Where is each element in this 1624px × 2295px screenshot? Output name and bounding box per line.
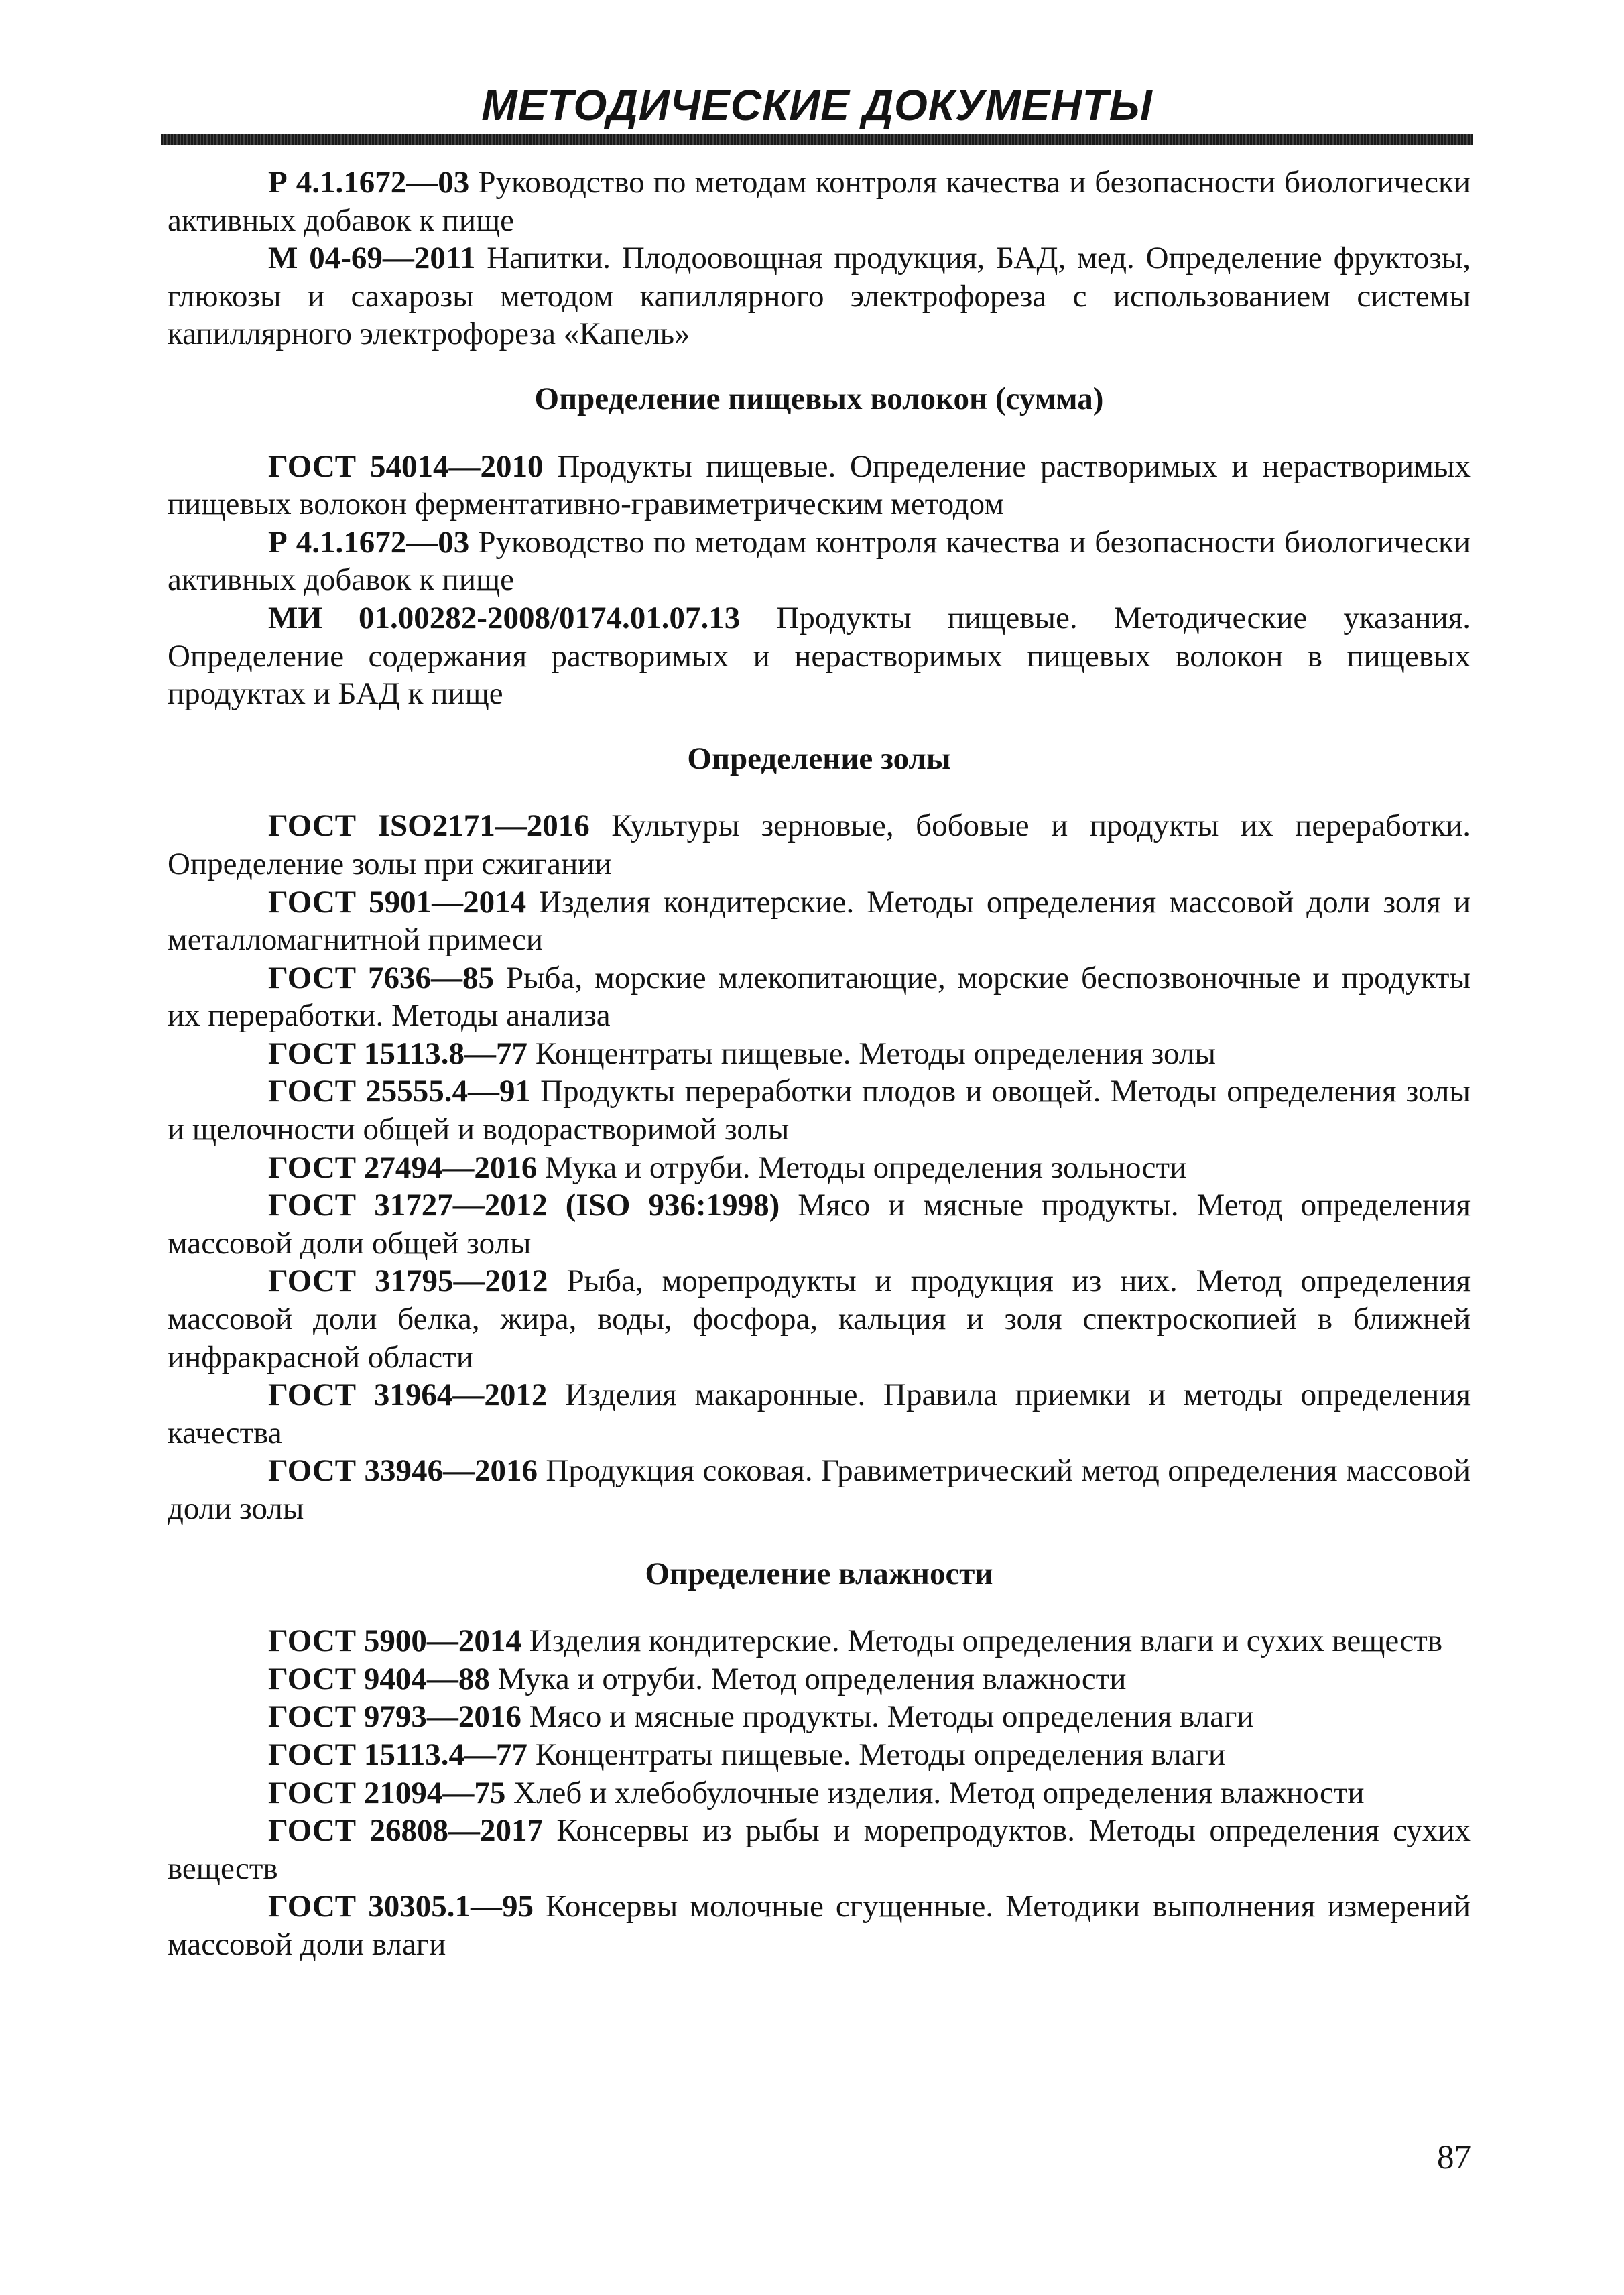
document-entry xyxy=(168,959,1471,1035)
document-entry xyxy=(168,1072,1471,1148)
document-title: Мясо и мясные продукты. Методы определения влаги xyxy=(521,1699,1254,1735)
document-entry xyxy=(168,1262,1471,1376)
document-title: Рыба, морепродукты и продукция из них. Метод определения массовой доли белка, жира, воды, фосфора, кальция и золя спектроскопией в ближней инфракрасной области xyxy=(168,1263,1471,1375)
document-code: ГОСТ 5901—2014 xyxy=(268,884,527,920)
document-title: Продукты пищевые. Методические указания. Определение содержания растворимых и нерастворимых пищевых волокон в пищевых продуктах и БАД к пище xyxy=(168,600,1471,712)
document-code: М 04-69—2011 xyxy=(268,241,476,276)
document-title: Консервы молочные сгущенные. Методики выполнения измерений массовой доли влаги xyxy=(168,1889,1471,1962)
document-entry xyxy=(168,1887,1471,1963)
document-title: Мясо и мясные продукты. Метод определения массовой доли общей золы xyxy=(168,1188,1471,1261)
document-title: Изделия кондитерские. Методы определения влаги и сухих веществ xyxy=(521,1623,1443,1659)
section-heading: Определение влажности xyxy=(645,1556,993,1591)
header-rule xyxy=(161,134,1473,145)
document-entry xyxy=(168,448,1471,523)
document-title: Продукты пищевые. Определение растворимых и нерастворимых пищевых волокон ферментативно-гравиметрическим методом xyxy=(168,448,1471,522)
document-title: Мука и отруби. Методы определения зольности xyxy=(537,1150,1187,1185)
document-code: ГОСТ 21094—75 xyxy=(268,1775,506,1810)
document-code: Р 4.1.1672—03 xyxy=(268,165,470,200)
document-code: ГОСТ 15113.8—77 xyxy=(268,1036,528,1071)
document-code: ГОСТ 15113.4—77 xyxy=(268,1737,528,1772)
section-heading: Определение пищевых волокон (сумма) xyxy=(534,381,1104,416)
document-code: ГОСТ 9793—2016 xyxy=(268,1699,521,1735)
document-entry xyxy=(168,1736,1471,1774)
document-title: Культуры зерновые, бобовые и продукты их переработки. Определение золы при сжигании xyxy=(168,808,1471,881)
document-code: ГОСТ 25555.4—91 xyxy=(268,1074,532,1109)
page-number: 87 xyxy=(1437,2139,1471,2176)
document-code: ГОСТ 9404—88 xyxy=(268,1661,490,1696)
document-entry xyxy=(168,1035,1471,1073)
document-code: ГОСТ 31795—2012 xyxy=(268,1263,548,1299)
document-entry xyxy=(168,239,1471,353)
document-entry xyxy=(168,523,1471,599)
document-entry xyxy=(168,1376,1471,1452)
document-code: МИ 01.00282-2008/0174.01.07.13 xyxy=(268,600,741,635)
document-title: Изделия макаронные. Правила приемки и методы определения качества xyxy=(168,1377,1471,1450)
document-code: ГОСТ 7636—85 xyxy=(268,960,495,995)
document-title: Рыба, морские млекопитающие, морские беспозвоночные и продукты их переработки. Методы анализа xyxy=(168,960,1471,1034)
document-code: ГОСТ 27494—2016 xyxy=(268,1150,538,1185)
section-heading: Определение золы xyxy=(687,741,951,776)
document-title: Напитки. Плодоовощная продукция, БАД, мед. Определение фруктозы, глюкозы и сахарозы методом капиллярного электрофореза с использованием системы капиллярного электрофореза «Капель» xyxy=(168,241,1471,352)
document-title: Продукты переработки плодов и овощей. Методы определения золы и щелочности общей и водорастворимой золы xyxy=(168,1074,1471,1148)
document-title: Концентраты пищевые. Методы определения влаги xyxy=(527,1737,1226,1772)
document-code: ГОСТ 26808—2017 xyxy=(268,1813,544,1849)
document-title: Концентраты пищевые. Методы определения золы xyxy=(527,1036,1216,1071)
page-header-title: МЕТОДИЧЕСКИЕ ДОКУМЕНТЫ xyxy=(481,81,1153,129)
document-title: Руководство по методам контроля качества и безопасности биологически активных добавок к пище xyxy=(168,524,1471,598)
document-title: Консервы из рыбы и морепродуктов. Методы определения сухих веществ xyxy=(168,1813,1471,1886)
document-entry xyxy=(168,164,1471,239)
document-title: Продукция соковая. Гравиметрический метод определения массовой доли золы xyxy=(168,1453,1471,1526)
document-entry xyxy=(168,1622,1471,1660)
document-code: ГОСТ 31964—2012 xyxy=(268,1377,548,1413)
document-entry xyxy=(168,883,1471,959)
document-entry xyxy=(168,1774,1471,1812)
document-title: Мука и отруби. Метод определения влажности xyxy=(489,1661,1127,1696)
document-title: Изделия кондитерские. Методы определения массовой доли золя и металломагнитной примеси xyxy=(168,884,1471,958)
document-entry xyxy=(168,1812,1471,1887)
document-code: ГОСТ 33946—2016 xyxy=(268,1453,538,1489)
document-code: ГОСТ ISO2171—2016 xyxy=(268,808,590,844)
document-entry xyxy=(168,1452,1471,1528)
document-entry xyxy=(168,1186,1471,1262)
document-code: ГОСТ 30305.1—95 xyxy=(268,1889,534,1924)
document-code: ГОСТ 54014—2010 xyxy=(268,448,544,484)
document-entry xyxy=(168,1698,1471,1736)
document-title: Руководство по методам контроля качества и безопасности биологически активных добавок к пище xyxy=(168,165,1471,238)
document-code: Р 4.1.1672—03 xyxy=(268,524,470,560)
document-code: ГОСТ 31727—2012 (ISO 936:1998) xyxy=(268,1188,780,1223)
document-body xyxy=(168,164,1471,1964)
document-title: Хлеб и хлебобулочные изделия. Метод определения влажности xyxy=(505,1775,1365,1810)
document-entry xyxy=(168,1149,1471,1187)
document-entry xyxy=(168,599,1471,713)
document-entry xyxy=(168,807,1471,883)
document-entry xyxy=(168,1660,1471,1698)
document-code: ГОСТ 5900—2014 xyxy=(268,1623,521,1659)
